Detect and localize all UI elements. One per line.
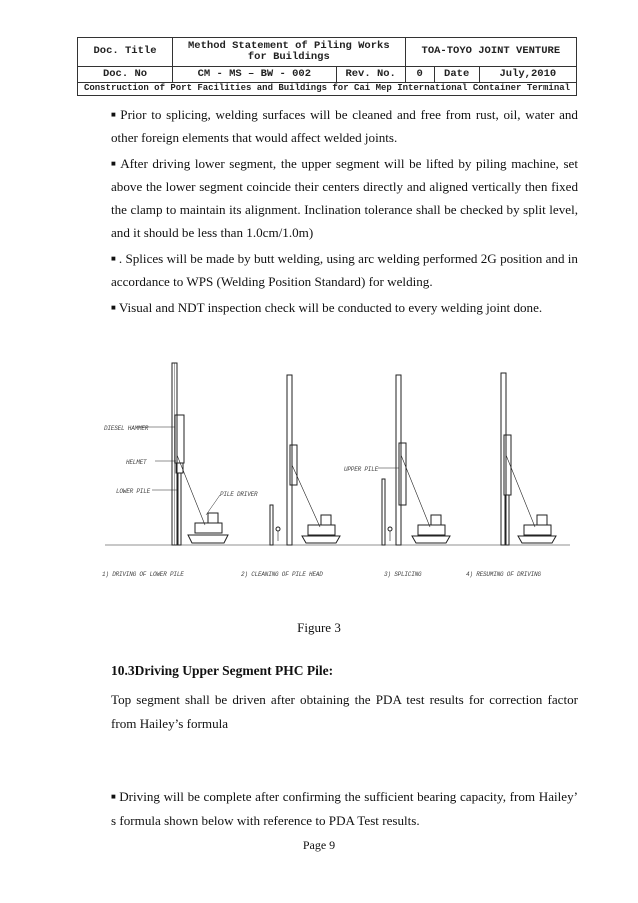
label-pile-driver: PILE DRIVER: [220, 491, 258, 498]
step-2-label: 2) CLEANING OF PILE HEAD: [241, 571, 323, 578]
figure-caption: Figure 3: [297, 620, 341, 635]
piling-sequence-figure: [100, 355, 580, 595]
label-helmet: HELMET: [126, 459, 147, 466]
doc-title-label: Doc. Title: [78, 38, 173, 67]
label-lower-pile: LOWER PILE: [116, 488, 151, 495]
bullet-item: ■ Visual and NDT inspection check will be conducted to every welding joint done.: [111, 300, 543, 315]
page-number: Page 9: [302, 838, 336, 852]
date-value: July,2010: [479, 67, 576, 83]
date-label: Date: [434, 67, 479, 83]
pile-driver-4: [501, 373, 556, 545]
bullet-square-icon: ■: [111, 792, 117, 801]
rev-value: 0: [405, 67, 434, 83]
company-name: TOA-TOYO JOINT VENTURE: [405, 38, 576, 67]
project-name: Construction of Port Facilities and Buildings for Cai Mep International Container Terminal: [78, 83, 577, 96]
doc-title-value: Method Statement of Piling Works for Buildings: [173, 38, 406, 67]
bullet-item: ■ . Splices will be made by butt welding, using arc welding performed 2G position and in accordance to WPS (Welding Position Standard) for welding.: [111, 251, 578, 289]
bullet-square-icon: ■: [111, 159, 118, 168]
step-1-label: 1) DRIVING OF LOWER PILE: [102, 571, 184, 578]
rev-label: Rev. No.: [336, 67, 405, 83]
bullet-item: ■ Driving will be complete after confirming the sufficient bearing capacity, from Hailey’ s formula shown below with reference to PDA Test results.: [111, 789, 578, 828]
bullet-square-icon: ■: [111, 303, 116, 312]
step-3-label: 3) SPLICING: [384, 571, 422, 578]
bullet-square-icon: ■: [111, 254, 116, 263]
document-header-table: [77, 37, 577, 96]
pile-driver-3: [382, 375, 450, 545]
label-diesel-hammer: DIESEL HAMMER: [104, 425, 149, 432]
pile-driver-2: [270, 375, 340, 545]
bullet-square-icon: ■: [111, 110, 118, 119]
pile-driver-1: [172, 363, 228, 545]
bullet-item: ■ After driving lower segment, the upper segment will be lifted by piling machine, set above the lower segment coincide their centers directly and aligned vertically then fixed the clamp to maintain its alignment. Inclination tolerance shall be checked by split level, and it should be less than 1.0cm/1.0m): [111, 156, 578, 240]
doc-no-label: Doc. No: [78, 67, 173, 83]
section-body-text: Top segment shall be driven after obtaining the PDA test results for correction factor from Hailey’s formula: [111, 692, 578, 731]
doc-no-value: CM - MS – BW - 002: [173, 67, 337, 83]
splicing-bullets: [111, 103, 578, 322]
step-4-label: 4) RESUMING OF DRIVING: [466, 571, 541, 578]
section-heading: 10.3Driving Upper Segment PHC Pile:: [111, 663, 334, 678]
bullet-item: ■ Prior to splicing, welding surfaces will be cleaned and free from rust, oil, water and other foreign elements that would affect welded joints.: [111, 107, 578, 145]
label-upper-pile: UPPER PILE: [344, 466, 379, 473]
